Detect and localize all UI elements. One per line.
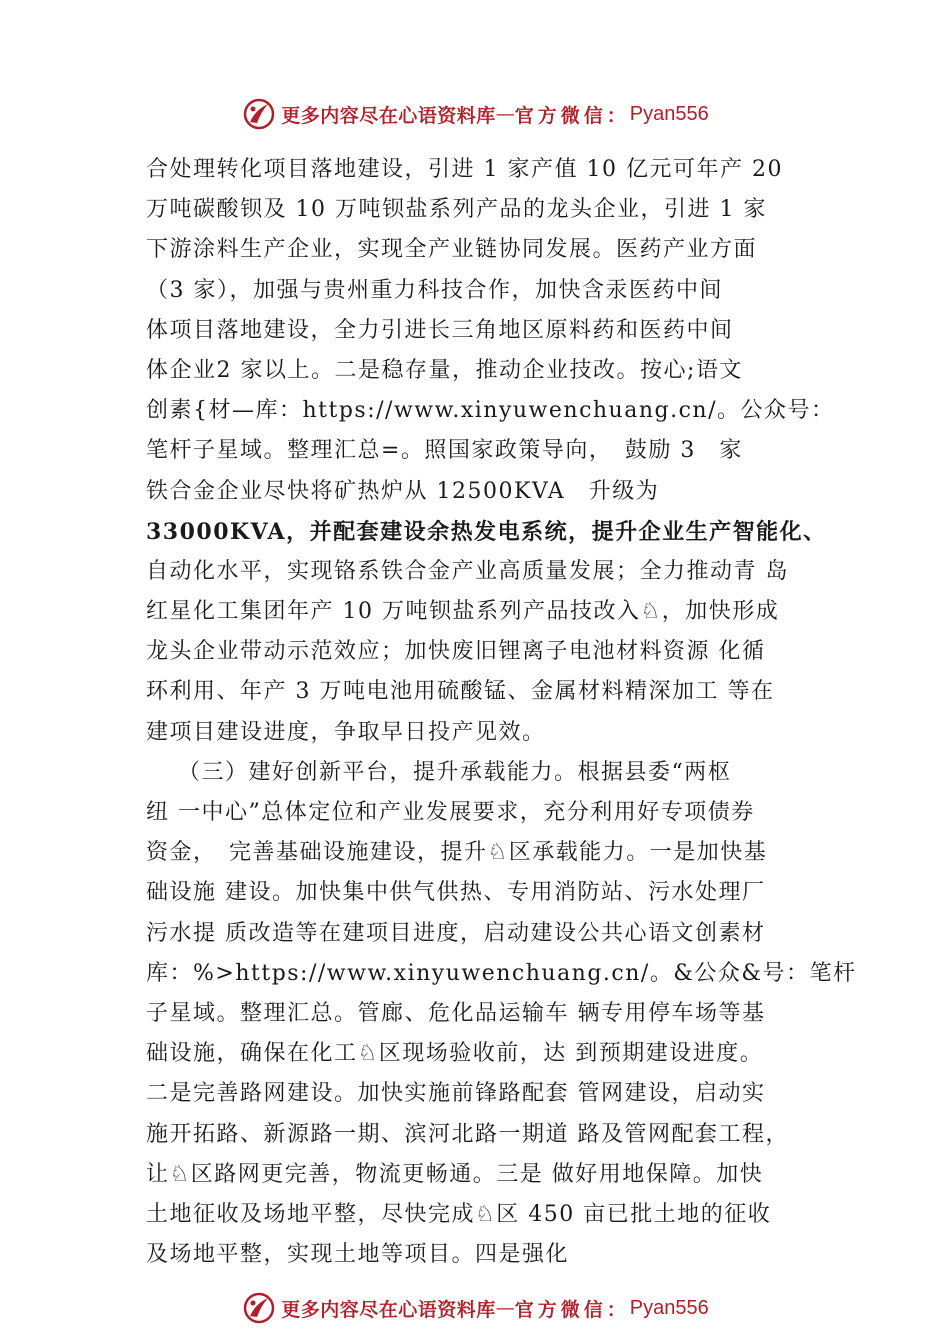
body-line: 让♘区路网更完善，物流更畅通。三是 做好用地保障。加快 bbox=[146, 1161, 764, 1187]
body-line: 环利用、年产 3 万吨电池用硫酸锰、金属材料精深加工 等在 bbox=[146, 679, 775, 705]
body-line: 笔杆子星域。整理汇总=。照国家政策导向， 鼓励 3 家 bbox=[146, 438, 743, 464]
footer-banner bbox=[0, 1288, 950, 1328]
body-line: 33000KVA，并配套建设余热发电系统，提升企业生产智能化、 bbox=[146, 518, 827, 545]
body-line: 二是完善路网建设。加快实施前锋路配套 管网建设，启动实 bbox=[146, 1081, 766, 1107]
body-line: 红星化工集团年产 10 万吨钡盐系列产品技改入♘，加快形成 bbox=[146, 599, 780, 625]
banner-wechat-label: 官方微信： bbox=[514, 1298, 630, 1321]
body-line: 础设施，确保在化工♘区现场验收前，达 到预期建设进度。 bbox=[146, 1041, 764, 1067]
body-line: 万吨碳酸钡及 10 万吨钡盐系列产品的龙头企业，引进 1 家 bbox=[146, 197, 767, 223]
brush-logo-icon bbox=[241, 1290, 277, 1326]
body-line: 础设施 建设。加快集中供气供热、专用消防站、污水处理厂 bbox=[146, 880, 766, 906]
banner-wechat-label: 官方微信： bbox=[514, 104, 630, 127]
header-banner bbox=[0, 94, 950, 134]
body-line: 龙头企业带动示范效应；加快废旧锂离子电池材料资源 化循 bbox=[146, 639, 766, 665]
body-line: 下游涂料生产企业，实现全产业链协同发展。医药产业方面 bbox=[146, 237, 758, 263]
document-body bbox=[146, 150, 857, 1275]
body-line: 及场地平整，实现土地等项目。四是强化 bbox=[146, 1242, 570, 1268]
banner-title: 更多内容尽在心语资料库 bbox=[281, 104, 496, 127]
body-line: 自动化水平，实现铬系铁合金产业高质量发展；全力推动青 岛 bbox=[146, 558, 789, 584]
banner-dash: — bbox=[495, 1297, 515, 1319]
body-line: 子星域。整理汇总。管廊、危化品运输车 辆专用停车场等基 bbox=[146, 1000, 766, 1026]
body-line: 污水提 质改造等在建项目进度，启动建设公共心语文创素材 bbox=[146, 920, 766, 946]
section-heading-line: （三）建好创新平台，提升承载能力。根据县委“两枢 bbox=[178, 759, 732, 785]
body-line: 创素{材—库：https://www.xinyuwenchuang.cn/。公众号： bbox=[146, 398, 835, 424]
body-line: 铁合金企业尽快将矿热炉从 12500KVA 升级为 bbox=[146, 478, 660, 504]
body-line: 体项目落地建设，全力引进长三角地区原料药和医药中间 bbox=[146, 317, 734, 343]
body-line: 库：%>https://www.xinyuwenchuang.cn/。&公众&号：笔杆 bbox=[146, 960, 857, 986]
body-line: 资金， 完善基础设施建设，提升♘区承载能力。一是加快基 bbox=[146, 840, 768, 866]
body-line: 纽 一中心”总体定位和产业发展要求，充分利用好专项债券 bbox=[146, 800, 755, 825]
banner-wechat-id: Pyan556 bbox=[629, 102, 709, 125]
body-line: （3 家），加强与贵州重力科技合作，加快含汞医药中间 bbox=[146, 277, 723, 303]
body-line: 施开拓路、新源路一期、滨河北路一期道 路及管网配套工程， bbox=[146, 1121, 789, 1147]
body-line: 建项目建设进度，争取早日投产见效。 bbox=[146, 719, 546, 745]
body-line: 体企业2 家以上。二是稳存量，推动企业技改。按心;语文 bbox=[146, 357, 743, 383]
brush-logo-icon bbox=[241, 96, 277, 132]
banner-dash: — bbox=[495, 103, 515, 125]
banner-wechat-id: Pyan556 bbox=[629, 1296, 709, 1319]
body-line: 合处理转化项目落地建设，引进 1 家产值 10 亿元可年产 20 bbox=[146, 157, 783, 182]
body-line: 土地征收及场地平整，尽快完成♘区 450 亩已批土地的征收 bbox=[146, 1201, 772, 1227]
banner-title: 更多内容尽在心语资料库 bbox=[281, 1298, 496, 1321]
